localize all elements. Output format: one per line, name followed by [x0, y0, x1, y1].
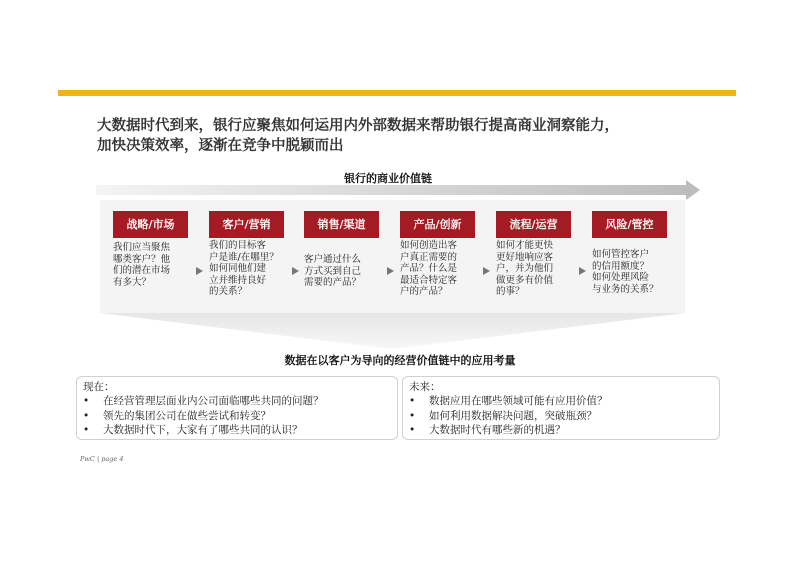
list-item	[409, 409, 608, 424]
accent-bar	[58, 90, 736, 96]
stage-text-line: 我们的目标客	[209, 240, 267, 251]
headline-line-1: 大数据时代到来，银行应聚焦如何运用内外部数据来帮助银行提高商业洞察能力，	[97, 118, 619, 134]
stage-text-line: 我们应当聚焦	[113, 242, 171, 253]
list-item	[83, 423, 324, 438]
stage-risk-control	[592, 211, 667, 295]
stage-text-line: 的事？	[496, 286, 525, 297]
stage-text-line: 做更多有价值	[496, 274, 554, 286]
stage-text-line: 需要的产品？	[304, 277, 362, 288]
list-item	[83, 394, 324, 409]
stage-description	[209, 240, 287, 298]
list-item-text: 大数据时代下，大家有了哪些共同的认识？	[103, 424, 303, 436]
stage-sales-channel	[304, 211, 379, 288]
stage-description	[400, 240, 478, 298]
future-box	[402, 376, 720, 440]
bullet-icon: •	[83, 395, 90, 407]
stage-header: 流程/运营	[496, 211, 571, 238]
stage-text-line: 产品？什么是	[400, 263, 458, 274]
stage-description	[304, 254, 382, 289]
stage-header: 客户/营销	[209, 211, 284, 238]
stage-text-line: 户是谁/在哪里？	[209, 251, 279, 263]
stage-text-line: 的信用额度？	[592, 260, 650, 272]
stage-text-line: 们的潜在市场	[113, 265, 171, 276]
stage-text-line: 如何同他们建	[209, 263, 267, 274]
stage-text-line: 的关系？	[209, 286, 248, 297]
stage-text-line: 客户通过什么	[304, 254, 362, 265]
list-item-text: 如何利用数据解决问题，突破瓶颈？	[429, 409, 597, 422]
stage-header: 产品/创新	[400, 211, 475, 238]
stage-text-line: 如何创造出客	[400, 240, 458, 251]
chevron-right-icon	[292, 267, 299, 275]
now-title: 现在：	[83, 381, 115, 393]
stage-text-line: 如何才能更快	[496, 240, 554, 251]
stage-process-operations	[496, 211, 571, 297]
future-title: 未来：	[409, 381, 441, 393]
now-list	[83, 394, 324, 438]
chevron-right-icon	[483, 267, 490, 275]
bullet-icon: •	[409, 409, 416, 422]
now-box	[76, 376, 398, 440]
stage-description	[592, 249, 678, 295]
application-title: 数据在以客户为导向的经营价值链中的应用考量	[284, 354, 516, 367]
list-item-text: 数据应用在哪些领域可能有应用价值？	[429, 395, 608, 407]
stage-text-line: 户的产品？	[400, 286, 448, 297]
headline-line-2: 加快决策效率，逐渐在竞争中脱颖而出	[97, 138, 344, 154]
funnel-arrow	[100, 313, 685, 349]
bullet-icon: •	[409, 424, 416, 436]
list-item-text: 大数据时代有哪些新的机遇？	[429, 424, 566, 436]
page-footer: PwC | page 4	[80, 455, 124, 463]
chevron-right-icon	[196, 267, 203, 275]
stage-header: 风险/管控	[592, 211, 667, 238]
list-item-text: 领先的集团公司在做些尝试和转变？	[103, 409, 271, 422]
stage-text-line: 如何管控客户	[592, 249, 650, 260]
bullet-icon: •	[83, 409, 90, 422]
stage-text-line: 哪类客户？他	[113, 253, 171, 265]
list-item	[83, 409, 324, 424]
stage-text-line: 立并维持良好	[209, 274, 267, 286]
bullet-icon: •	[409, 395, 416, 407]
stage-product-innovation	[400, 211, 475, 297]
stage-text-line: 如何处理风险	[592, 272, 650, 283]
stage-strategy-market	[113, 211, 188, 288]
future-list	[409, 394, 608, 438]
value-chain-title: 银行的商业价值链	[344, 172, 432, 185]
stage-text-line: 更好地响应客	[496, 251, 554, 263]
bullet-icon: •	[83, 424, 90, 436]
stage-header: 战略/市场	[113, 211, 188, 238]
stage-text-line: 与业务的关系？	[592, 283, 659, 295]
page-headline	[97, 116, 737, 156]
stage-text-line: 户，并为他们	[496, 263, 554, 274]
stage-description	[113, 242, 191, 288]
stage-text-line: 最适合特定客	[400, 274, 458, 286]
stage-description	[496, 240, 574, 298]
chevron-right-icon	[387, 267, 394, 275]
stage-text-line: 户真正需要的	[400, 251, 458, 263]
stage-text-line: 有多大？	[113, 276, 152, 288]
stage-text-line: 方式买到自己	[304, 265, 362, 277]
list-item	[409, 423, 608, 438]
list-item-text: 在经营管理层面业内公司面临哪些共同的问题？	[103, 395, 324, 407]
stage-header: 销售/渠道	[304, 211, 379, 238]
chevron-right-icon	[579, 267, 586, 275]
list-item	[409, 394, 608, 409]
stage-customer-marketing	[209, 211, 284, 297]
